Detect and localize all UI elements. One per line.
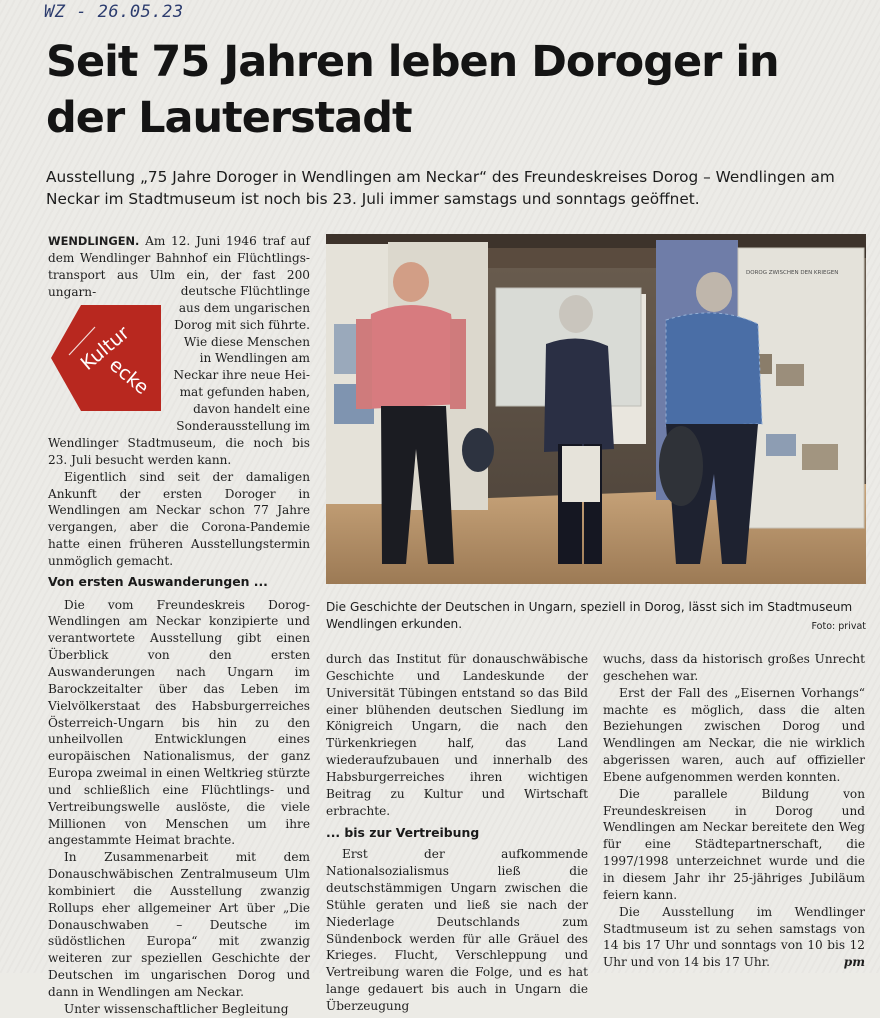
col2-paragraph-1: durch das Institut für donauschwäbische Geschichte und Landeskunde der Universität Tübingen entstand so das Bild einer blühenden deutschen Siedlung im Königreich Ungarn, die nach den Türkenkriegen half, das Land wiederaufzubauen und innerhalb des Habsburgerreiches ihren wichtigen Beitrag zu Kultur und Wirtschaft erbrachte.	[326, 652, 588, 818]
kultur-ecke-chevron-icon	[49, 303, 161, 413]
museum-visitors-illustration	[326, 234, 866, 584]
col2-paragraph-2: Erst der aufkommende Nationalsozialismus ließ die deutschstämmigen Ungarn zwischen die Stühle geraten und ließ sie nach der Niederlage Deutschlands zum Sündenbock werden für alle Gräuel des Krieges. Flucht, Verschleppung und Vertreibung waren die Folge, und es hat lange gedauert bis auch in Ungarn die Überzeugung	[326, 847, 588, 1013]
col1-paragraph-5: Unter wissenschaftlicher Begleitung	[64, 1001, 289, 1016]
col1-paragraph-4: In Zusammenarbeit mit dem Donauschwäbischen Zentralmuseum Ulm kombiniert die Ausstellung zwanzig Rollups eher allgemeiner Art über „Die Donauschwaben – Deutsche im südöstlichen Europa“ mit zwanzig weiteren zur speziellen Geschichte der Deutschen im ungarischen Dorog und dann in Wendlingen am Neckar.	[48, 850, 310, 999]
col1-paragraph-1-bottom: Wendlinger Stadtmuseum, die noch bis 23. Juli besucht werden kann.	[48, 436, 310, 467]
col3-paragraph-1: wuchs, dass da historisch großes Unrecht geschehen war.	[603, 652, 865, 683]
col3-block	[603, 651, 865, 971]
headline-line-1: Seit 75 Jahren leben Doroger in	[46, 37, 779, 87]
exhibition-photo	[326, 234, 866, 584]
photo-credit: Foto: privat	[811, 621, 866, 632]
badge-word-ecke: ecke	[104, 353, 153, 400]
col3-paragraph-2: Erst der Fall des „Eisernen Vorhangs“ machte es möglich, dass die alten Beziehungen zwischen Dorog und Wendlingen am Neckar, die nie wirklich abgerissen waren, auch auf offizieller Ebene aufgenommen werden konnten.	[603, 685, 865, 784]
article-headline	[46, 34, 866, 164]
kultur-ecke-badge	[49, 303, 161, 413]
col1-wrap-block	[170, 283, 310, 435]
col1-paragraph-1-top: WENDLINGEN. Am 12. Juni 1946 traf auf dem Wendlinger Bahnhof ein Flüchtlings-transport aus Ulm ein, der fast 200 ungarn-	[48, 234, 310, 299]
col2-block	[326, 651, 588, 1015]
dateline: WENDLINGEN.	[48, 234, 140, 248]
col1-wrap-lines: deutsche Flüchtlinge aus dem ungarischen Dorog mit sich führte. Wie diese Menschen in Wendlingen am Neckar ihre neue Hei- mat gefunden haben, davon handelt eine Sonderausstellung im	[173, 284, 310, 433]
badge-word-kultur: Kultur	[76, 321, 134, 375]
col3-paragraph-4: Die Ausstellung im Wendlinger Stadtmuseum ist zu sehen samstags von 14 bis 17 Uhr und sonntags von 10 bis 12 Uhr und von 14 bis 17 Uhr. pm	[603, 904, 865, 970]
handwritten-date-note: WZ - 26.05.23	[44, 2, 184, 22]
col1-paragraph-3: Die vom Freundeskreis Dorog-Wendlingen am Neckar konzipierte und verantwortete Ausstellung gibt einen Überblick von den ersten Auswanderungen nach Ungarn im Barockzeitalter über das Leben im Vielvölkerstaat des Habsburgerreiches Österreich-Ungarn bis hin zu den unheilvollen Entwicklungen eines europäischen Nationalismus, der ganz Europa zweimal in einen Weltkrieg stürzte und schließlich eine Flüchtlings- und Vertreibungswelle auslöste, die viele Millionen von Menschen um ihre angestammte Heimat brachte.	[48, 597, 310, 848]
col1-main-block	[48, 435, 310, 1018]
author-signature: pm	[843, 955, 865, 970]
col2-subheading: ... bis zur Vertreibung	[326, 825, 480, 841]
col3-paragraph-3: Die parallele Bildung von Freundeskreisen in Dorog und Wendlingen am Neckar bereitete den Weg für eine Städtepartnerschaft, die 1997/1998 unterzeichnet wurde und die in diesem Jahr ihr 25-jähriges Jubiläum feiern kann.	[603, 786, 865, 902]
article-subheadline: Ausstellung „75 Jahre Doroger in Wendlingen am Neckar“ des Freundeskreises Dorog – Wendlingen am Neckar im Stadtmuseum ist noch bis 23. Juli immer samstags und sonntags geöffnet.	[46, 168, 835, 208]
headline-line-2: der Lauterstadt	[46, 93, 412, 143]
photo-caption: Die Geschichte der Deutschen in Ungarn, speziell in Dorog, lässt sich im Stadtmuseum Wendlingen erkunden.	[326, 600, 853, 631]
col1-paragraph-2: Eigentlich sind seit der damaligen Ankunft der ersten Doroger in Wendlingen am Neckar schon 77 Jahre vergangen, aber die Corona-Pandemie hatte einen früheren Ausstellungstermin unmöglich gemacht.	[48, 469, 310, 568]
col1-subheading: Von ersten Auswanderungen ...	[48, 573, 268, 589]
panel-heading-text: DOROG ZWISCHEN DEN KRIEGEN	[746, 270, 839, 276]
